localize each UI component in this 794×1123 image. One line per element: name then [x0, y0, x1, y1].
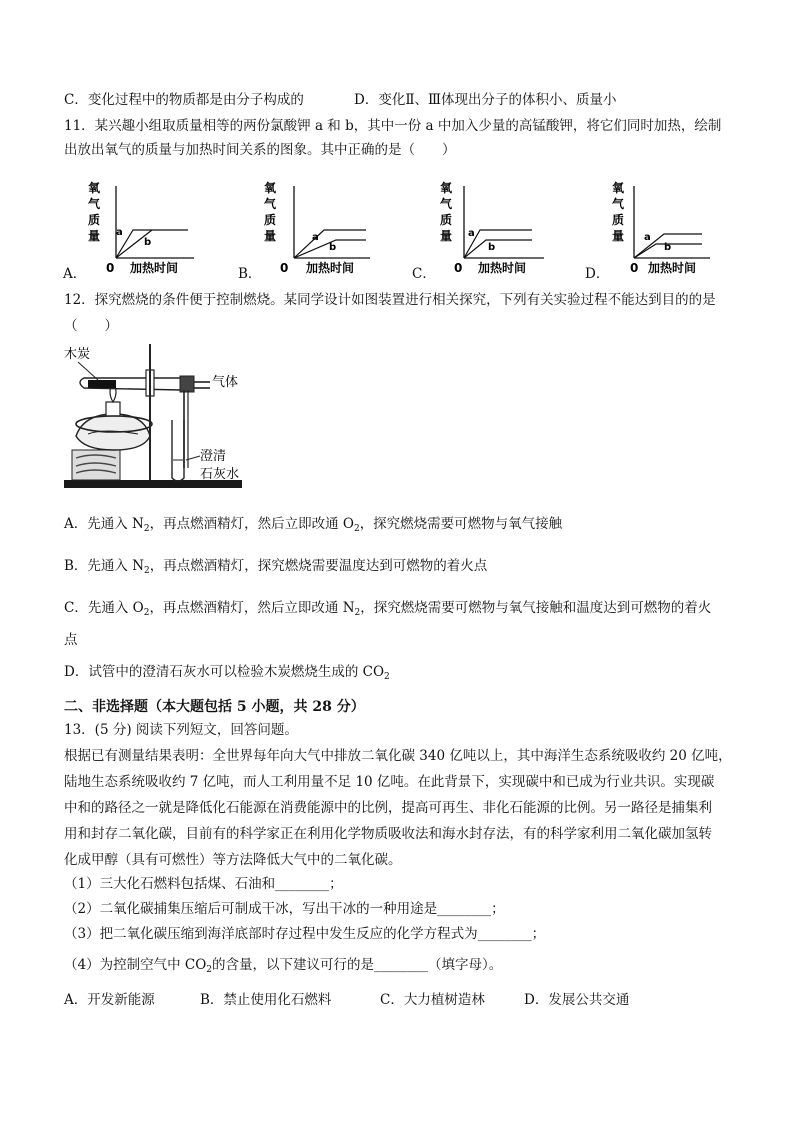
- test-tube: [172, 420, 184, 481]
- q13-passage-line1: 根据已有测量结果表明：全世界每年向大气中排放二氧化碳 340 亿吨以上，其中海洋生态系统吸收约 20 亿吨，: [64, 748, 732, 764]
- label-charcoal: 木炭: [64, 347, 91, 362]
- q13-passage-line2: 陆地生态系统吸收约 7 亿吨，而人工利用量不足 10 亿吨。在此背景下，实现碳中和已成为行业共识。实现碳: [64, 774, 715, 790]
- charcoal: [88, 380, 116, 388]
- q13-option-a: A．开发新能源: [64, 992, 155, 1008]
- q12-option-c-continued: 点: [64, 632, 78, 648]
- q13-option-c: C．大力植树造林: [380, 992, 485, 1008]
- label-limewater-2: 石灰水: [200, 467, 240, 482]
- q11-option-a-letter: A．: [63, 266, 87, 282]
- svg-text:a: a: [468, 228, 475, 239]
- q13-subquestion-1: （1）三大化石燃料包括煤、石油和________；: [64, 876, 343, 892]
- curve-b-label: b: [144, 237, 152, 248]
- q13-passage-line5: 化成甲醇（具有可燃性）等方法降低大气中的二氧化碳。: [64, 852, 402, 868]
- svg-text:气: 气: [264, 197, 277, 211]
- svg-text:气: 气: [440, 197, 453, 211]
- q13-subquestion-4: （4）为控制空气中 $CO_2$的含量，以下建议可行的是________（填字母）。: [64, 957, 503, 975]
- svg-text:氧: 氧: [612, 181, 625, 195]
- q13-passage-line3: 中和的路径之一就是降低化石能源在消费能源中的比例，提高可再生、非化石能源的比例。另一路径是捕集利: [64, 800, 712, 816]
- q13-head: 13．(5 分) 阅读下列短文，回答问题。: [64, 722, 298, 738]
- svg-text:0: 0: [454, 261, 463, 275]
- q13-subquestion-3: （3）把二氧化碳压缩到海洋底部时存过程中发生反应的化学方程式为________；: [64, 926, 546, 942]
- q11-graph-c: [436, 178, 546, 278]
- q12-apparatus-figure: [62, 342, 252, 494]
- svg-text:a: a: [644, 232, 651, 243]
- q11-graph-d: [606, 178, 716, 278]
- y-label-2: 气: [88, 197, 101, 211]
- y-label-3: 质: [88, 213, 101, 227]
- svg-text:0: 0: [280, 261, 289, 275]
- q12-stem-line2: （ ）: [64, 318, 118, 334]
- q12-option-d: D．试管中的澄清石灰水可以检验木炭燃烧生成的 $CO_2$: [64, 664, 390, 682]
- q10-option-c: C．变化过程中的物质都是由分子构成的: [64, 92, 304, 108]
- svg-text:b: b: [488, 242, 496, 253]
- section-2-heading: 二、非选择题（本大题包括 5 小题，共 28 分）: [64, 699, 365, 715]
- svg-text:量: 量: [440, 229, 453, 243]
- svg-text:加热时间: 加热时间: [478, 261, 527, 275]
- curve-a: [116, 230, 188, 258]
- svg-text:b: b: [664, 242, 672, 253]
- q11-option-d-letter: D．: [585, 266, 610, 282]
- svg-text:氧: 氧: [264, 181, 277, 195]
- origin-label: 0: [106, 261, 115, 275]
- q13-option-d: D．发展公共交通: [524, 992, 630, 1008]
- q13-option-b: B．禁止使用化石燃料: [200, 992, 332, 1008]
- y-label-4: 量: [88, 229, 101, 243]
- q11-graph-a: [86, 178, 196, 278]
- q12-option-a: A．先通入 $N_2$，再点燃酒精灯，然后立即改通 $O_2$，探究燃烧需要可燃物与氧气接触: [64, 516, 563, 534]
- q10-option-d: D．变化Ⅱ、Ⅲ体现出分子的体积小、质量小: [354, 92, 617, 108]
- q12-option-b: B．先通入 $N_2$，再点燃酒精灯，探究燃烧需要温度达到可燃物的着火点: [64, 558, 488, 576]
- svg-text:质: 质: [264, 213, 277, 227]
- q11-stem-line1: 11．某兴趣小组取质量相等的两份氯酸钾 a 和 b，其中一份 a 中加入少量的高锰酸钾，将它们同时加热，绘制: [64, 118, 722, 134]
- svg-text:量: 量: [612, 229, 625, 243]
- svg-text:量: 量: [264, 229, 277, 243]
- svg-text:质: 质: [612, 213, 625, 227]
- q12-stem-line1: 12．探究燃烧的条件便于控制燃烧。某同学设计如图装置进行相关探究，下列有关实验过程不能达到目的的是: [64, 292, 716, 308]
- svg-text:0: 0: [630, 261, 639, 275]
- y-label-1: 氧: [88, 181, 101, 195]
- svg-text:加热时间: 加热时间: [306, 261, 355, 275]
- q11-stem-line2: 出放出氧气的质量与加热时间关系的图象。其中正确的是（ ）: [64, 142, 456, 158]
- curve-a-label: a: [116, 227, 123, 238]
- q11-option-c-letter: C．: [412, 266, 436, 282]
- label-gas: 气体: [212, 375, 239, 390]
- svg-text:氧: 氧: [440, 181, 453, 195]
- q13-passage-line4: 用和封存二氧化碳，目前有的科学家正在利用化学物质吸收法和海水封存法，有的科学家利用二氧化碳加氢转: [64, 826, 712, 842]
- q13-subquestion-2: （2）二氧化碳捕集压缩后可制成干冰，写出干冰的一种用途是________；: [64, 901, 505, 917]
- svg-text:a: a: [312, 232, 319, 243]
- q11-graph-b: [262, 178, 372, 278]
- q12-option-c: C．先通入 $O_2$，再点燃酒精灯，然后立即改通 $N_2$，探究燃烧需要可燃物与氧气接触和温度达到可燃物的着火: [64, 600, 712, 618]
- svg-text:质: 质: [440, 213, 453, 227]
- svg-text:b: b: [329, 242, 337, 253]
- svg-text:气: 气: [612, 197, 625, 211]
- svg-text:加热时间: 加热时间: [648, 261, 697, 275]
- q11-option-b-letter: B．: [238, 266, 262, 282]
- x-label: 加热时间: [130, 261, 179, 275]
- label-limewater-1: 澄清: [200, 449, 227, 464]
